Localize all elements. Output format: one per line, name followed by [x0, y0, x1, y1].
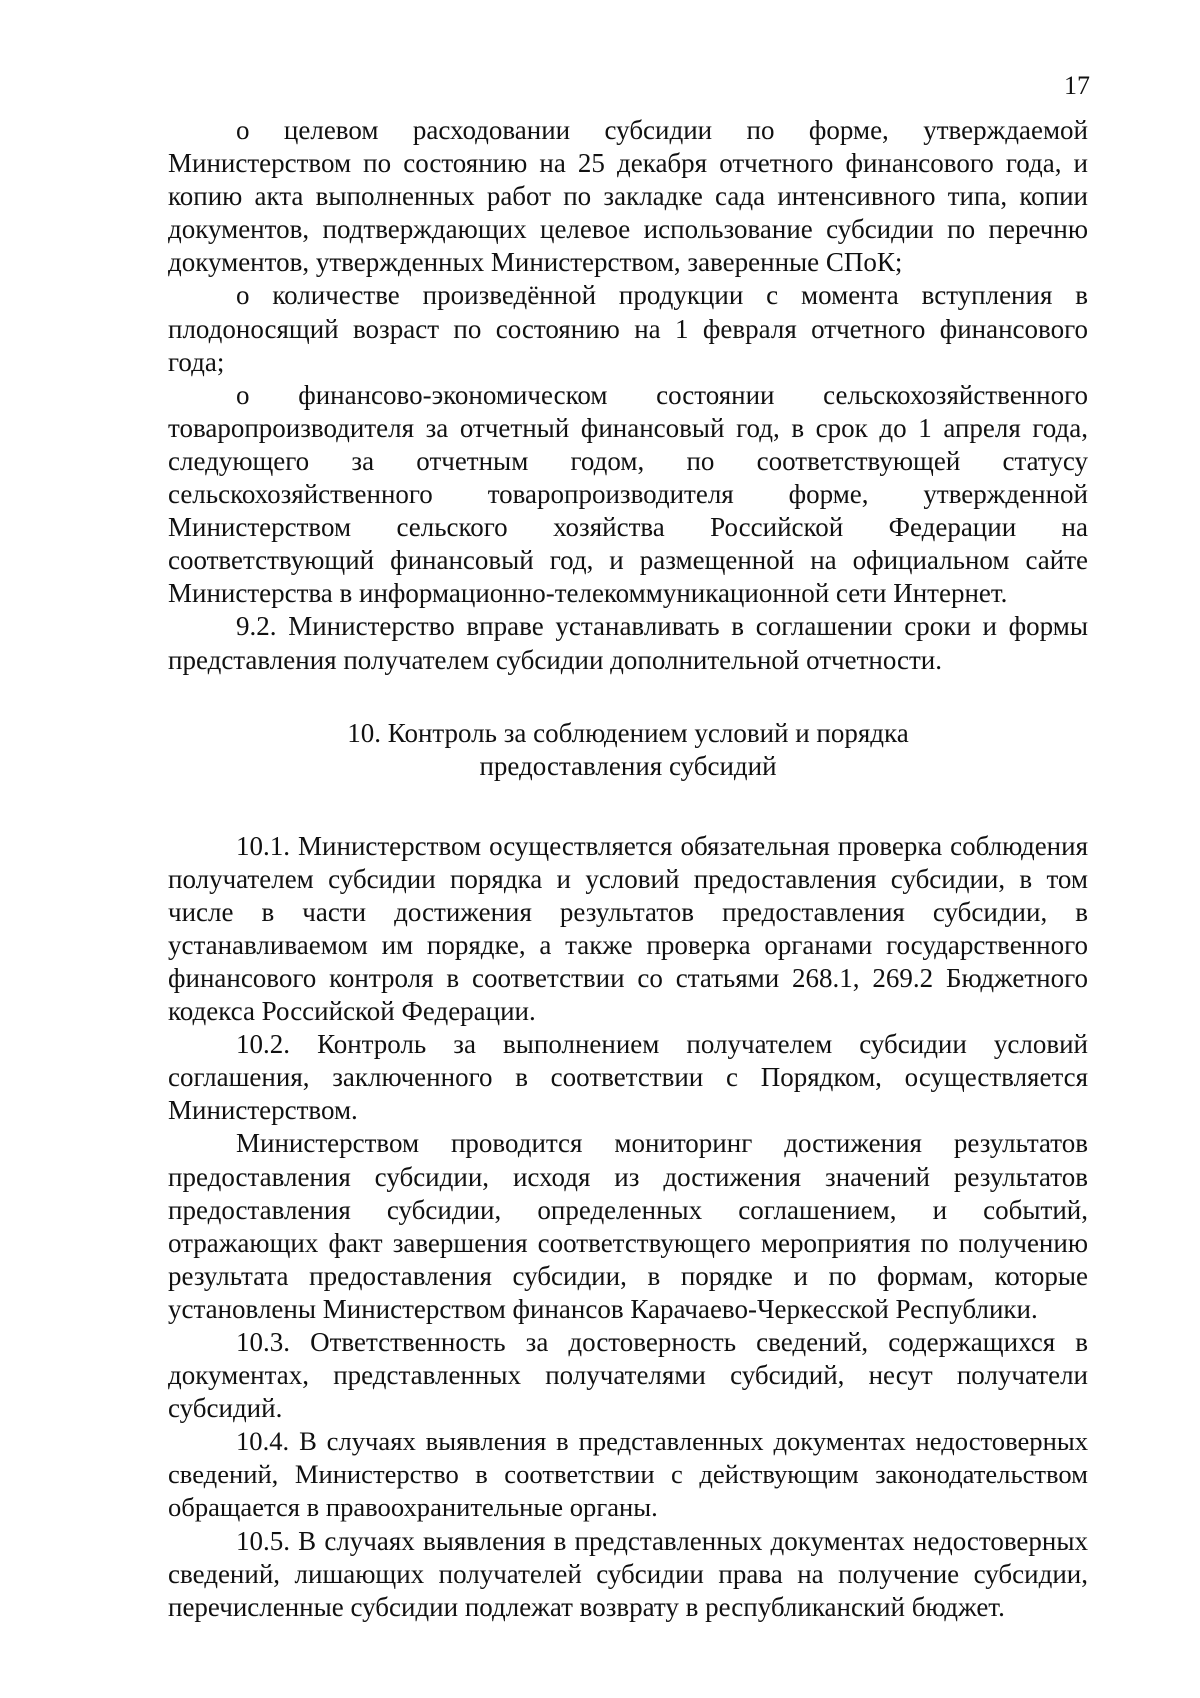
- paragraph-10-3: 10.3. Ответственность за достоверность сведений, содержащихся в документах, представленных получателями субсидий, несут получатели субсидий.: [168, 1327, 1088, 1424]
- paragraph-production-quantity: о количестве произведённой продукции с момента вступления в плодоносящий возраст по состоянию на 1 февраля отчетного финансового года;: [168, 280, 1088, 377]
- paragraph-10-4: 10.4. В случаях выявления в представленных документах недостоверных сведений, Министерство в соответствии с действующим законодательством обращается в правоохранительные органы.: [168, 1426, 1088, 1523]
- paragraph-9-2: 9.2. Министерство вправе устанавливать в соглашении сроки и формы представления получателем субсидии дополнительной отчетности.: [168, 611, 1088, 675]
- section-heading-line-1: 10. Контроль за соблюдением условий и порядка: [347, 717, 909, 748]
- document-body: [168, 114, 1088, 1624]
- paragraph-10-1: 10.1. Министерством осуществляется обязательная проверка соблюдения получателем субсидии порядка и условий предоставления субсидии, в том числе в части достижения результатов предоставления субсидии, в устанавливаемом им порядке, а также проверка органами государственного финансового контроля в соответствии со статьями 268.1, 269.2 Бюджетного кодекса Российской Федерации.: [168, 830, 1088, 1027]
- section-heading: [168, 717, 1088, 783]
- paragraph-monitoring: Министерством проводится мониторинг достижения результатов предоставления субсидии, исходя из достижения значений результатов предоставления субсидии, определенных соглашением, и событий, отражающих факт завершения соответствующего мероприятия по получению результата предоставления субсидии, в порядке и по формам, которые установлены Министерством финансов Карачаево-Черкесской Республики.: [168, 1128, 1088, 1324]
- paragraph-10-2: 10.2. Контроль за выполнением получателем субсидии условий соглашения, заключенного в соответствии с Порядком, осуществляется Министерством.: [168, 1029, 1088, 1126]
- page-number: 17: [1064, 71, 1090, 100]
- paragraph-financial-state: о финансово-экономическом состоянии сельскохозяйственного товаропроизводителя за отчетный финансовый год, в срок до 1 апреля года, следующего за отчетным годом, по соответствующей статусу сельскохозяйственного товаропроизводителя форме, утвержденной Министерством сельского хозяйства Российской Федерации на соответствующий финансовый год, и размещенной на официальном сайте Министерства в информационно-телекоммуникационной сети Интернет.: [168, 379, 1088, 609]
- paragraph-target-spending-report: о целевом расходовании субсидии по форме, утверждаемой Министерством по состоянию на 25 декабря отчетного финансового года, и копию акта выполненных работ по закладке сада интенсивного типа, копии документов, подтверждающих целевое использование субсидии по перечню документов, утвержденных Министерством, заверенные СПоК;: [168, 115, 1088, 278]
- section-heading-line-2: предоставления субсидий: [479, 750, 777, 781]
- paragraph-10-5: 10.5. В случаях выявления в представленных документах недостоверных сведений, лишающих получателей субсидии права на получение субсидии, перечисленные субсидии подлежат возврату в республиканский бюджет.: [168, 1525, 1088, 1622]
